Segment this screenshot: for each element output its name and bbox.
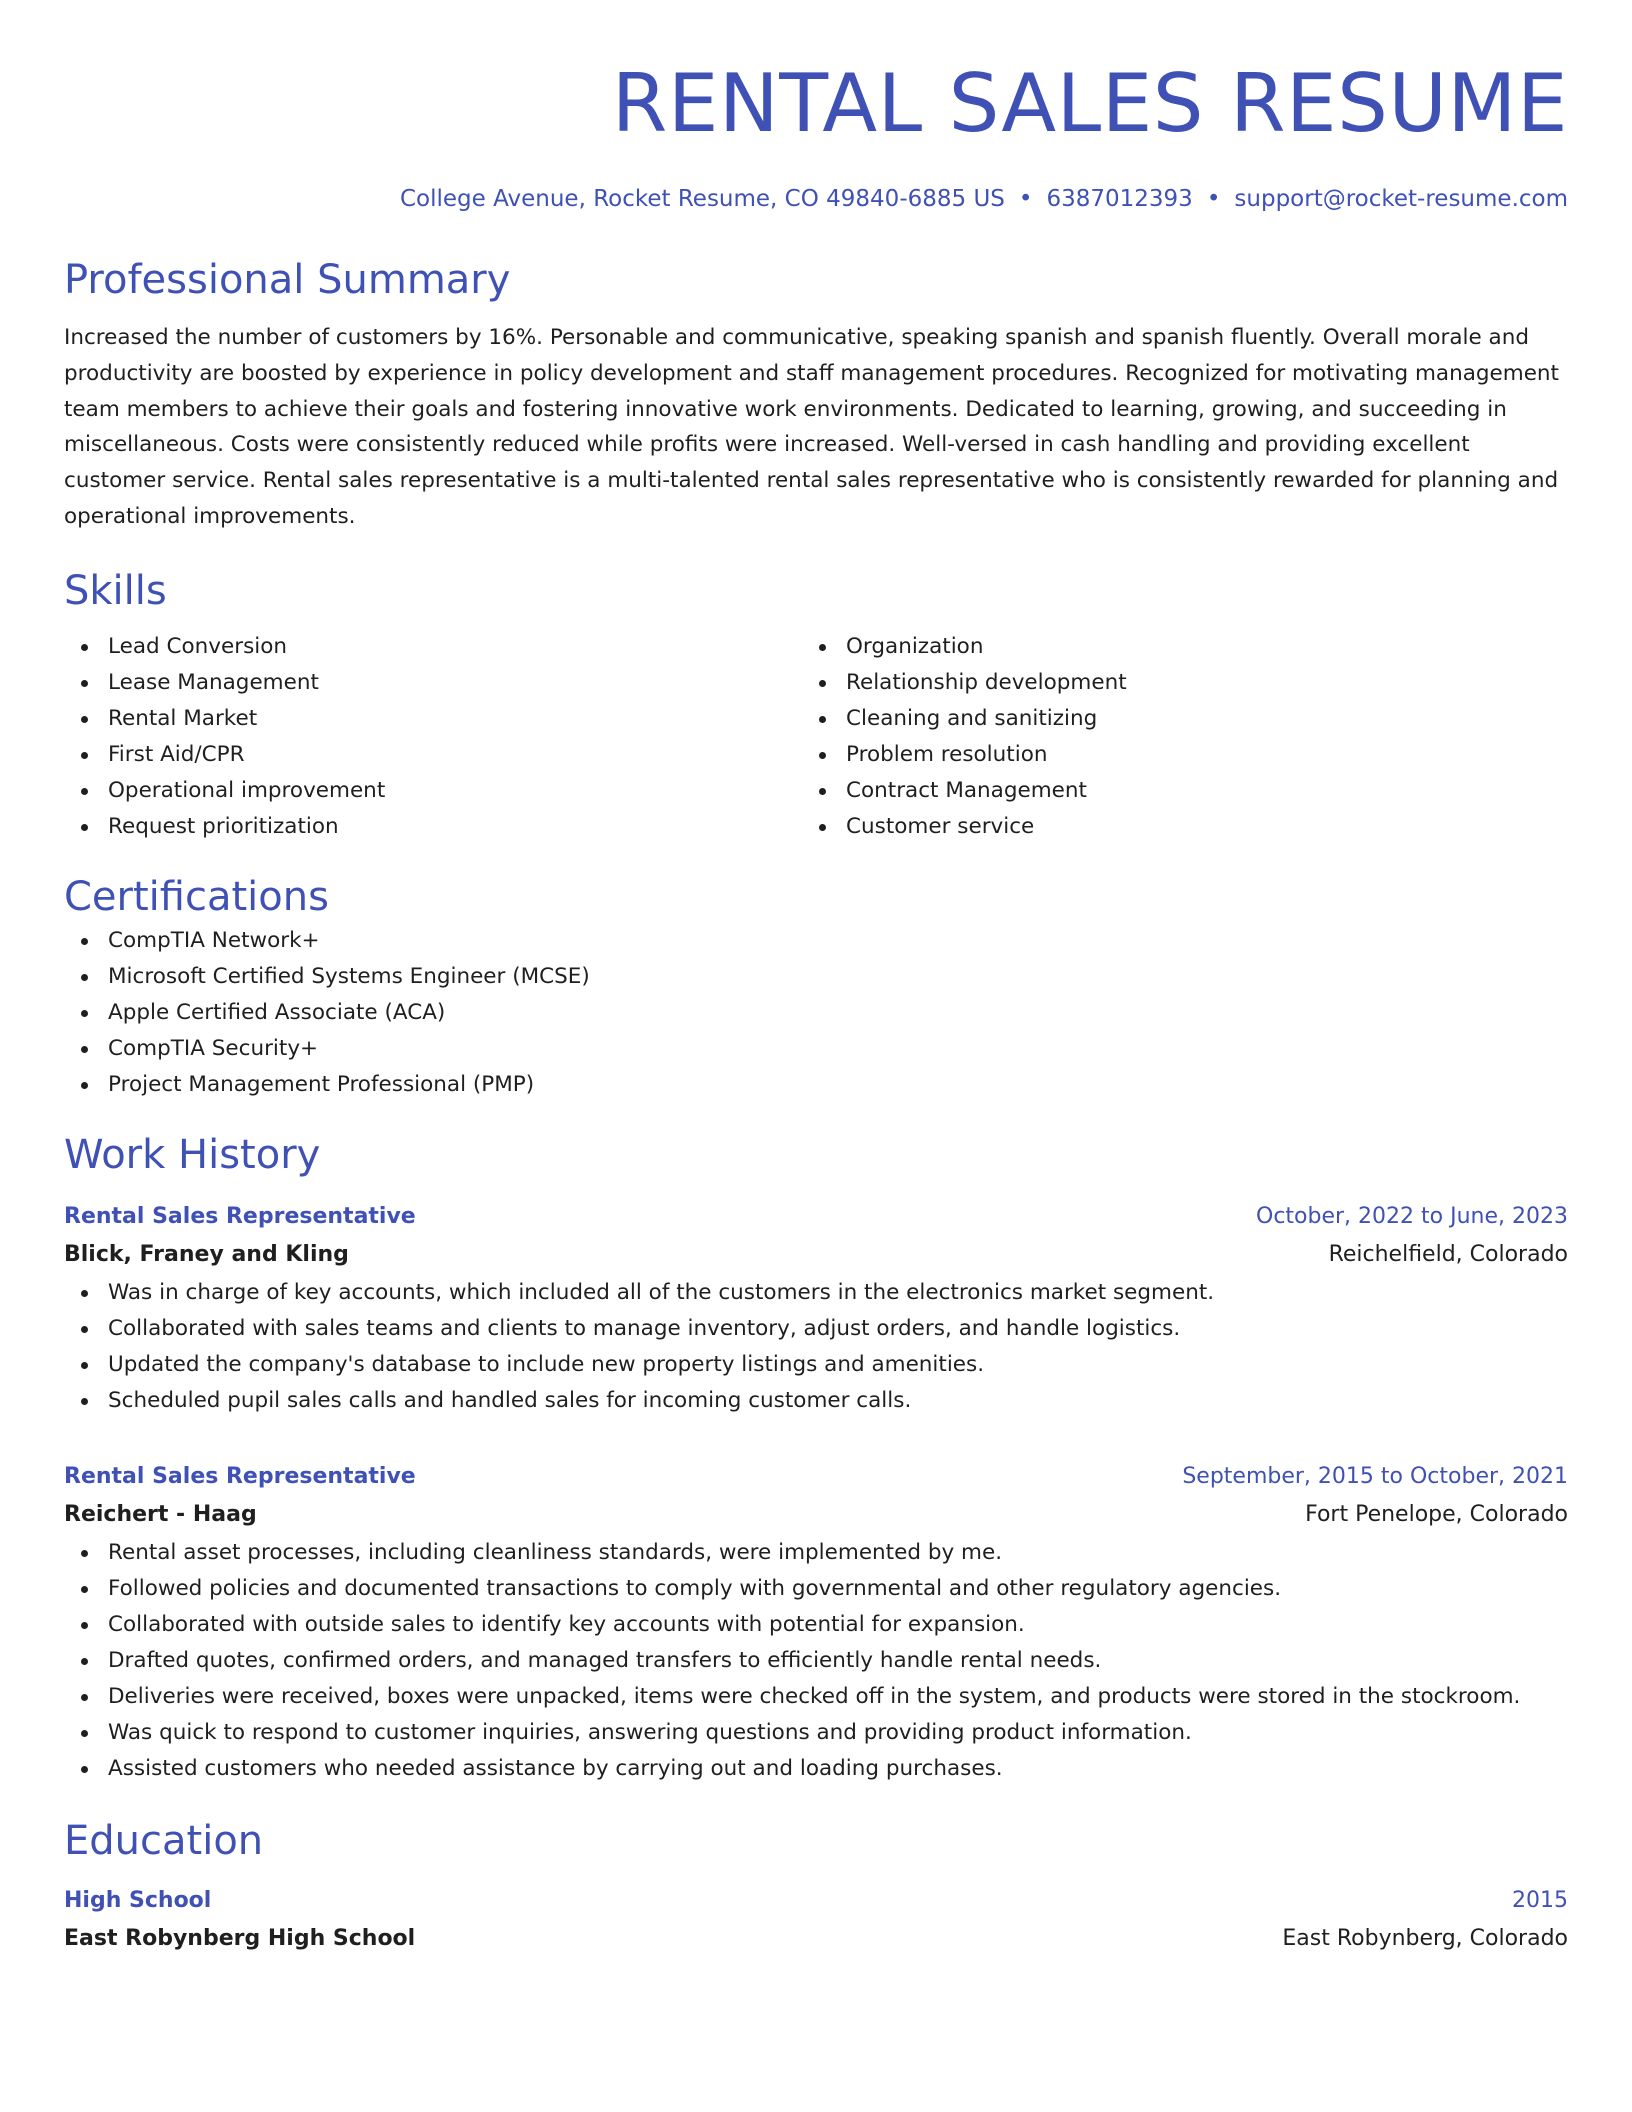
job-dates: September, 2015 to October, 2021 [1182,1463,1568,1489]
job-bullet: Rental asset processes, including cleanliness standards, were implemented by me. [64,1535,1568,1571]
skills-list-left [64,629,802,845]
certifications-heading: Certifications [64,873,329,920]
skill-item: Customer service [802,809,1568,845]
job-bullet: Collaborated with sales teams and clients to manage inventory, adjust orders, and handle logistics. [64,1311,1568,1347]
job-company-row [64,1495,1568,1535]
skill-item: Operational improvement [64,773,802,809]
skill-item: Request prioritization [64,809,802,845]
job-bullet: Followed policies and documented transactions to comply with governmental and other regulatory agencies. [64,1571,1568,1607]
job-location: Reichelfield, Colorado [1328,1241,1568,1267]
work-history-heading: Work History [64,1131,321,1178]
job-entry [64,1459,1568,1787]
resume-header [64,56,1568,214]
contact-separator: • [1018,186,1033,212]
job-title-row [64,1199,1568,1235]
job-company: Blick, Franey and Kling [64,1241,349,1267]
summary-heading: Professional Summary [64,257,511,303]
skill-item: Lead Conversion [64,629,802,665]
skill-item: Problem resolution [802,737,1568,773]
education-year: 2015 [1512,1887,1568,1913]
skill-item: Relationship development [802,665,1568,701]
job-bullet: Was in charge of key accounts, which included all of the customers in the electronics market segment. [64,1275,1568,1311]
skill-item: Lease Management [64,665,802,701]
skills-heading: Skills [64,567,167,614]
contact-email[interactable]: support@rocket-resume.com [1234,186,1568,212]
education-entry [64,1883,1568,1959]
certification-item: CompTIA Security+ [64,1031,1568,1067]
education-location: East Robynberg, Colorado [1282,1925,1568,1951]
skill-item: Cleaning and sanitizing [802,701,1568,737]
job-company: Reichert - Haag [64,1501,257,1527]
education-school-row [64,1919,1568,1959]
education-heading: Education [64,1817,264,1864]
skill-item: Rental Market [64,701,802,737]
job-bullets [64,1535,1568,1787]
certification-item: CompTIA Network+ [64,923,1568,959]
job-location: Fort Penelope, Colorado [1305,1501,1568,1527]
job-bullet: Deliveries were received, boxes were unpacked, items were checked off in the system, and products were stored in the stockroom. [64,1679,1568,1715]
job-company-row [64,1235,1568,1275]
job-dates: October, 2022 to June, 2023 [1256,1203,1568,1229]
skill-item: First Aid/CPR [64,737,802,773]
certification-item: Project Management Professional (PMP) [64,1067,1568,1103]
job-title: Rental Sales Representative [64,1463,416,1489]
job-bullet: Assisted customers who needed assistance by carrying out and loading purchases. [64,1751,1568,1787]
job-bullet: Scheduled pupil sales calls and handled sales for incoming customer calls. [64,1383,1568,1419]
certification-item: Apple Certified Associate (ACA) [64,995,1568,1031]
skill-item: Contract Management [802,773,1568,809]
certifications-list [64,923,1568,1103]
contact-address: College Avenue, Rocket Resume, CO 49840-6885 US [400,186,1005,212]
summary-text: Increased the number of customers by 16%. Personable and communicative, speaking spanish and spanish fluently. Overall morale and productivity are boosted by experience in policy development and staff management procedures. Recognized for motivating management team members to achieve their goals and fostering innovative work environments. Dedicated to learning, growing, and succeeding in miscellaneous. Costs were consistently reduced while profits were increased. Well-versed in cash handling and providing excellent customer service. Rental sales representative is a multi-talented rental sales representative who is consistently rewarded for planning and operational improvements. [64,325,1559,529]
contact-line [64,184,1568,214]
job-entry [64,1199,1568,1419]
job-bullet: Collaborated with outside sales to identify key accounts with potential for expansion. [64,1607,1568,1643]
resume-name: RENTAL SALES RESUME [611,57,1568,150]
skills-grid [64,629,1568,845]
education-school: East Robynberg High School [64,1925,416,1951]
education-degree-row [64,1883,1568,1919]
job-bullet: Updated the company's database to include new property listings and amenities. [64,1347,1568,1383]
certification-item: Microsoft Certified Systems Engineer (MCSE) [64,959,1568,995]
job-bullet: Drafted quotes, confirmed orders, and managed transfers to efficiently handle rental needs. [64,1643,1568,1679]
contact-separator: • [1206,186,1221,212]
job-title: Rental Sales Representative [64,1203,416,1229]
job-title-row [64,1459,1568,1495]
skill-item: Organization [802,629,1568,665]
contact-phone: 6387012393 [1046,186,1193,212]
education-degree: High School [64,1887,212,1913]
job-bullet: Was quick to respond to customer inquiries, answering questions and providing product information. [64,1715,1568,1751]
skills-list-right [802,629,1568,845]
job-bullets [64,1275,1568,1419]
